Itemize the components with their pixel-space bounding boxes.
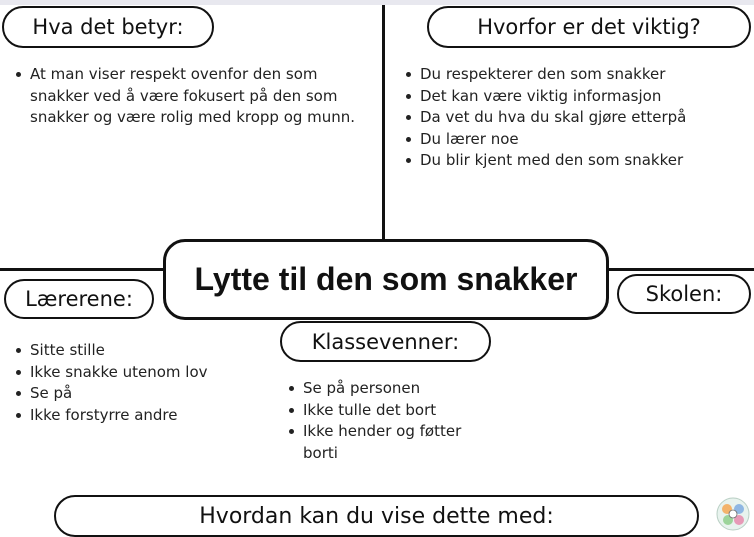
- list-item: Ikke hender og føtter borti: [289, 421, 469, 464]
- list-item: Det kan være viktig informasjon: [406, 86, 746, 108]
- list-item: Ikke tulle det bort: [289, 400, 469, 422]
- list-item: Se på: [16, 383, 256, 405]
- list-item: Da vet du hva du skal gjøre etterpå: [406, 107, 746, 129]
- page-title: Lytte til den som snakker: [163, 239, 609, 320]
- classmates-list: [289, 378, 469, 464]
- horizontal-divider-left: [0, 268, 165, 271]
- logo-icon: [716, 497, 750, 531]
- teachers-heading: Lærerene:: [4, 279, 154, 319]
- list-item: Sitte stille: [16, 340, 256, 362]
- classmates-heading: Klassevenner:: [280, 321, 491, 362]
- meaning-heading: Hva det betyr:: [2, 6, 214, 48]
- list-item: Se på personen: [289, 378, 469, 400]
- importance-heading: Hvorfor er det viktig?: [427, 6, 751, 48]
- list-item: Du respekterer den som snakker: [406, 64, 746, 86]
- list-item: Du lærer noe: [406, 129, 746, 151]
- list-item: Ikke forstyrre andre: [16, 405, 256, 427]
- bottom-heading: Hvordan kan du vise dette med:: [54, 495, 699, 537]
- list-item: Du blir kjent med den som snakker: [406, 150, 746, 172]
- horizontal-divider-right: [606, 268, 754, 271]
- importance-list: [406, 64, 746, 172]
- list-item: Ikke snakke utenom lov: [16, 362, 256, 384]
- meaning-list: [16, 64, 356, 129]
- top-edge: [0, 0, 754, 5]
- school-heading: Skolen:: [617, 274, 751, 314]
- list-item: At man viser respekt ovenfor den som snakker ved å være fokusert på den som snakker og være rolig med kropp og munn.: [16, 64, 356, 129]
- teachers-list: [16, 340, 256, 426]
- vertical-divider: [382, 5, 385, 240]
